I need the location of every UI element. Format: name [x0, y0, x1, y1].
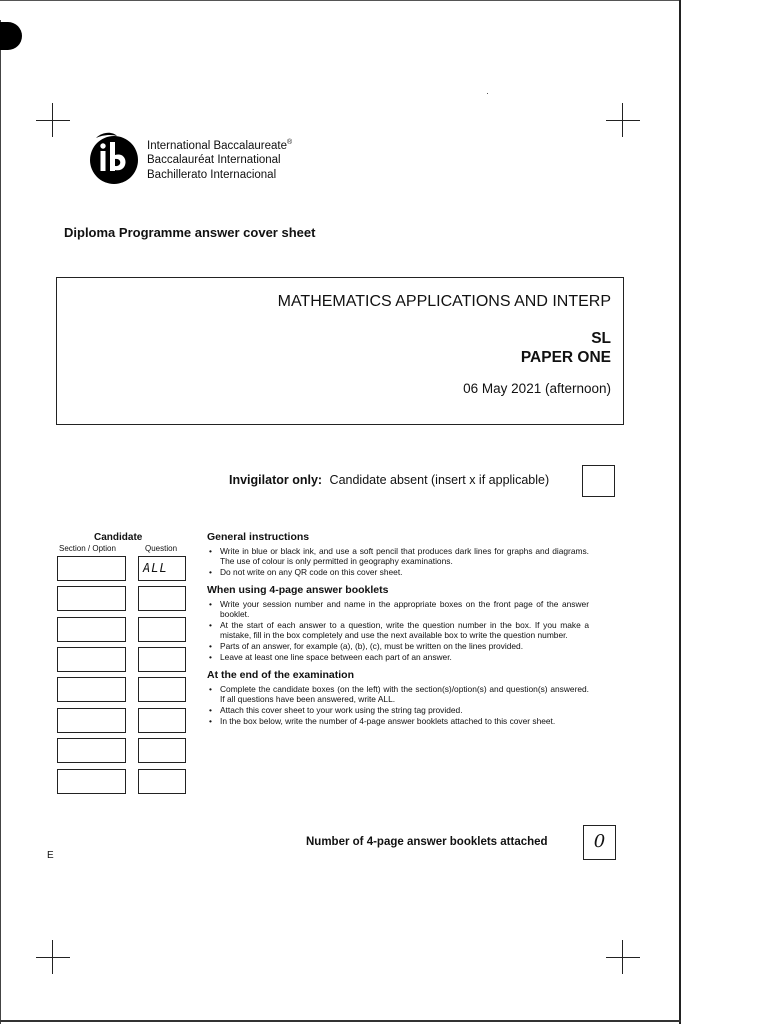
- crop-mark-bottom-right: [606, 940, 640, 974]
- question-box[interactable]: [138, 677, 186, 702]
- question-box[interactable]: [138, 647, 186, 672]
- question-box[interactable]: [138, 708, 186, 733]
- list-item: • In the box below, write the number of 4-page answer booklets attached to this cover sheet.: [207, 716, 589, 726]
- booklets-attached-box[interactable]: 0: [583, 825, 616, 860]
- candidate-absent-box[interactable]: [582, 465, 615, 497]
- question-box[interactable]: [138, 769, 186, 794]
- org-name-es: Bachillerato Internacional: [147, 168, 277, 181]
- list-item: • Leave at least one line space between each part of an answer.: [207, 652, 589, 662]
- language-code: E: [47, 850, 54, 861]
- general-instructions-list: [207, 546, 589, 577]
- exam-date: 06 May 2021 (afternoon): [463, 381, 611, 396]
- general-instructions-heading: General instructions: [207, 531, 310, 543]
- exam-details-box: [56, 277, 624, 425]
- exam-level: SL: [591, 330, 611, 347]
- section-option-box[interactable]: [57, 769, 126, 794]
- section-option-box[interactable]: [57, 617, 126, 642]
- list-item: • Parts of an answer, for example (a), (b), (c), must be written on the lines provided.: [207, 641, 589, 651]
- section-option-box[interactable]: [57, 738, 126, 763]
- section-option-box[interactable]: [57, 677, 126, 702]
- page-edge-left: [0, 20, 1, 1024]
- org-name-fr: Baccalauréat International: [147, 154, 281, 167]
- invigilator-label: [229, 473, 549, 487]
- crop-mark-top-left: [36, 103, 70, 137]
- booklets-attached-label: Number of 4-page answer booklets attached: [306, 836, 548, 848]
- section-option-box[interactable]: [57, 647, 126, 672]
- end-instructions-list: [207, 684, 589, 726]
- cover-sheet-title: Diploma Programme answer cover sheet: [64, 225, 316, 240]
- list-item: • Complete the candidate boxes (on the left) with the section(s)/option(s) and question(s) answered. If all questions have been answered, write ALL.: [207, 684, 589, 704]
- end-instructions-heading: At the end of the examination: [207, 669, 355, 681]
- exam-subject: MATHEMATICS APPLICATIONS AND INTERP: [277, 293, 611, 310]
- organization-names: [147, 136, 292, 182]
- org-name-en: International Baccalaureate®: [147, 139, 293, 152]
- ib-logo-icon: [86, 130, 142, 186]
- candidate-heading: Candidate: [94, 532, 143, 543]
- list-item: • At the start of each answer to a question, write the question number in the box. If you make a mistake, fill in the box completely and use the next available box to write the question number.: [207, 620, 589, 640]
- section-option-box[interactable]: [57, 708, 126, 733]
- question-box[interactable]: [138, 586, 186, 611]
- instructions-panel: [207, 531, 589, 733]
- crop-mark-top-right: [606, 103, 640, 137]
- page-edge-bottom: [0, 1020, 681, 1022]
- list-item: • Write your session number and name in the appropriate boxes on the front page of the answer booklet.: [207, 599, 589, 619]
- booklets-instructions-heading: When using 4-page answer booklets: [207, 584, 389, 596]
- list-item: • Do not write on any QR code on this cover sheet.: [207, 567, 589, 577]
- question-box[interactable]: ALL: [138, 556, 186, 581]
- list-item: • Write in blue or black ink, and use a soft pencil that produces dark lines for graphs and diagrams. The use of colour is only permitted in geography examinations.: [207, 546, 589, 566]
- question-box[interactable]: [138, 617, 186, 642]
- scan-speck: [487, 93, 488, 94]
- list-item: • Attach this cover sheet to your work using the string tag provided.: [207, 705, 589, 715]
- section-option-box[interactable]: [57, 556, 126, 581]
- punch-hole-mark: [0, 22, 22, 50]
- page-edge-right: [679, 0, 681, 1024]
- page-edge-top: [0, 0, 681, 1]
- booklets-instructions-list: [207, 599, 589, 662]
- crop-mark-bottom-left: [36, 940, 70, 974]
- candidate-absent-text: Candidate absent (insert x if applicable): [329, 473, 550, 487]
- question-header: Question: [145, 544, 178, 553]
- section-option-box[interactable]: [57, 586, 126, 611]
- question-box[interactable]: [138, 738, 186, 763]
- exam-paper: PAPER ONE: [520, 349, 611, 366]
- invigilator-only-label: Invigilator only:: [229, 473, 323, 487]
- section-option-header: Section / Option: [59, 544, 116, 553]
